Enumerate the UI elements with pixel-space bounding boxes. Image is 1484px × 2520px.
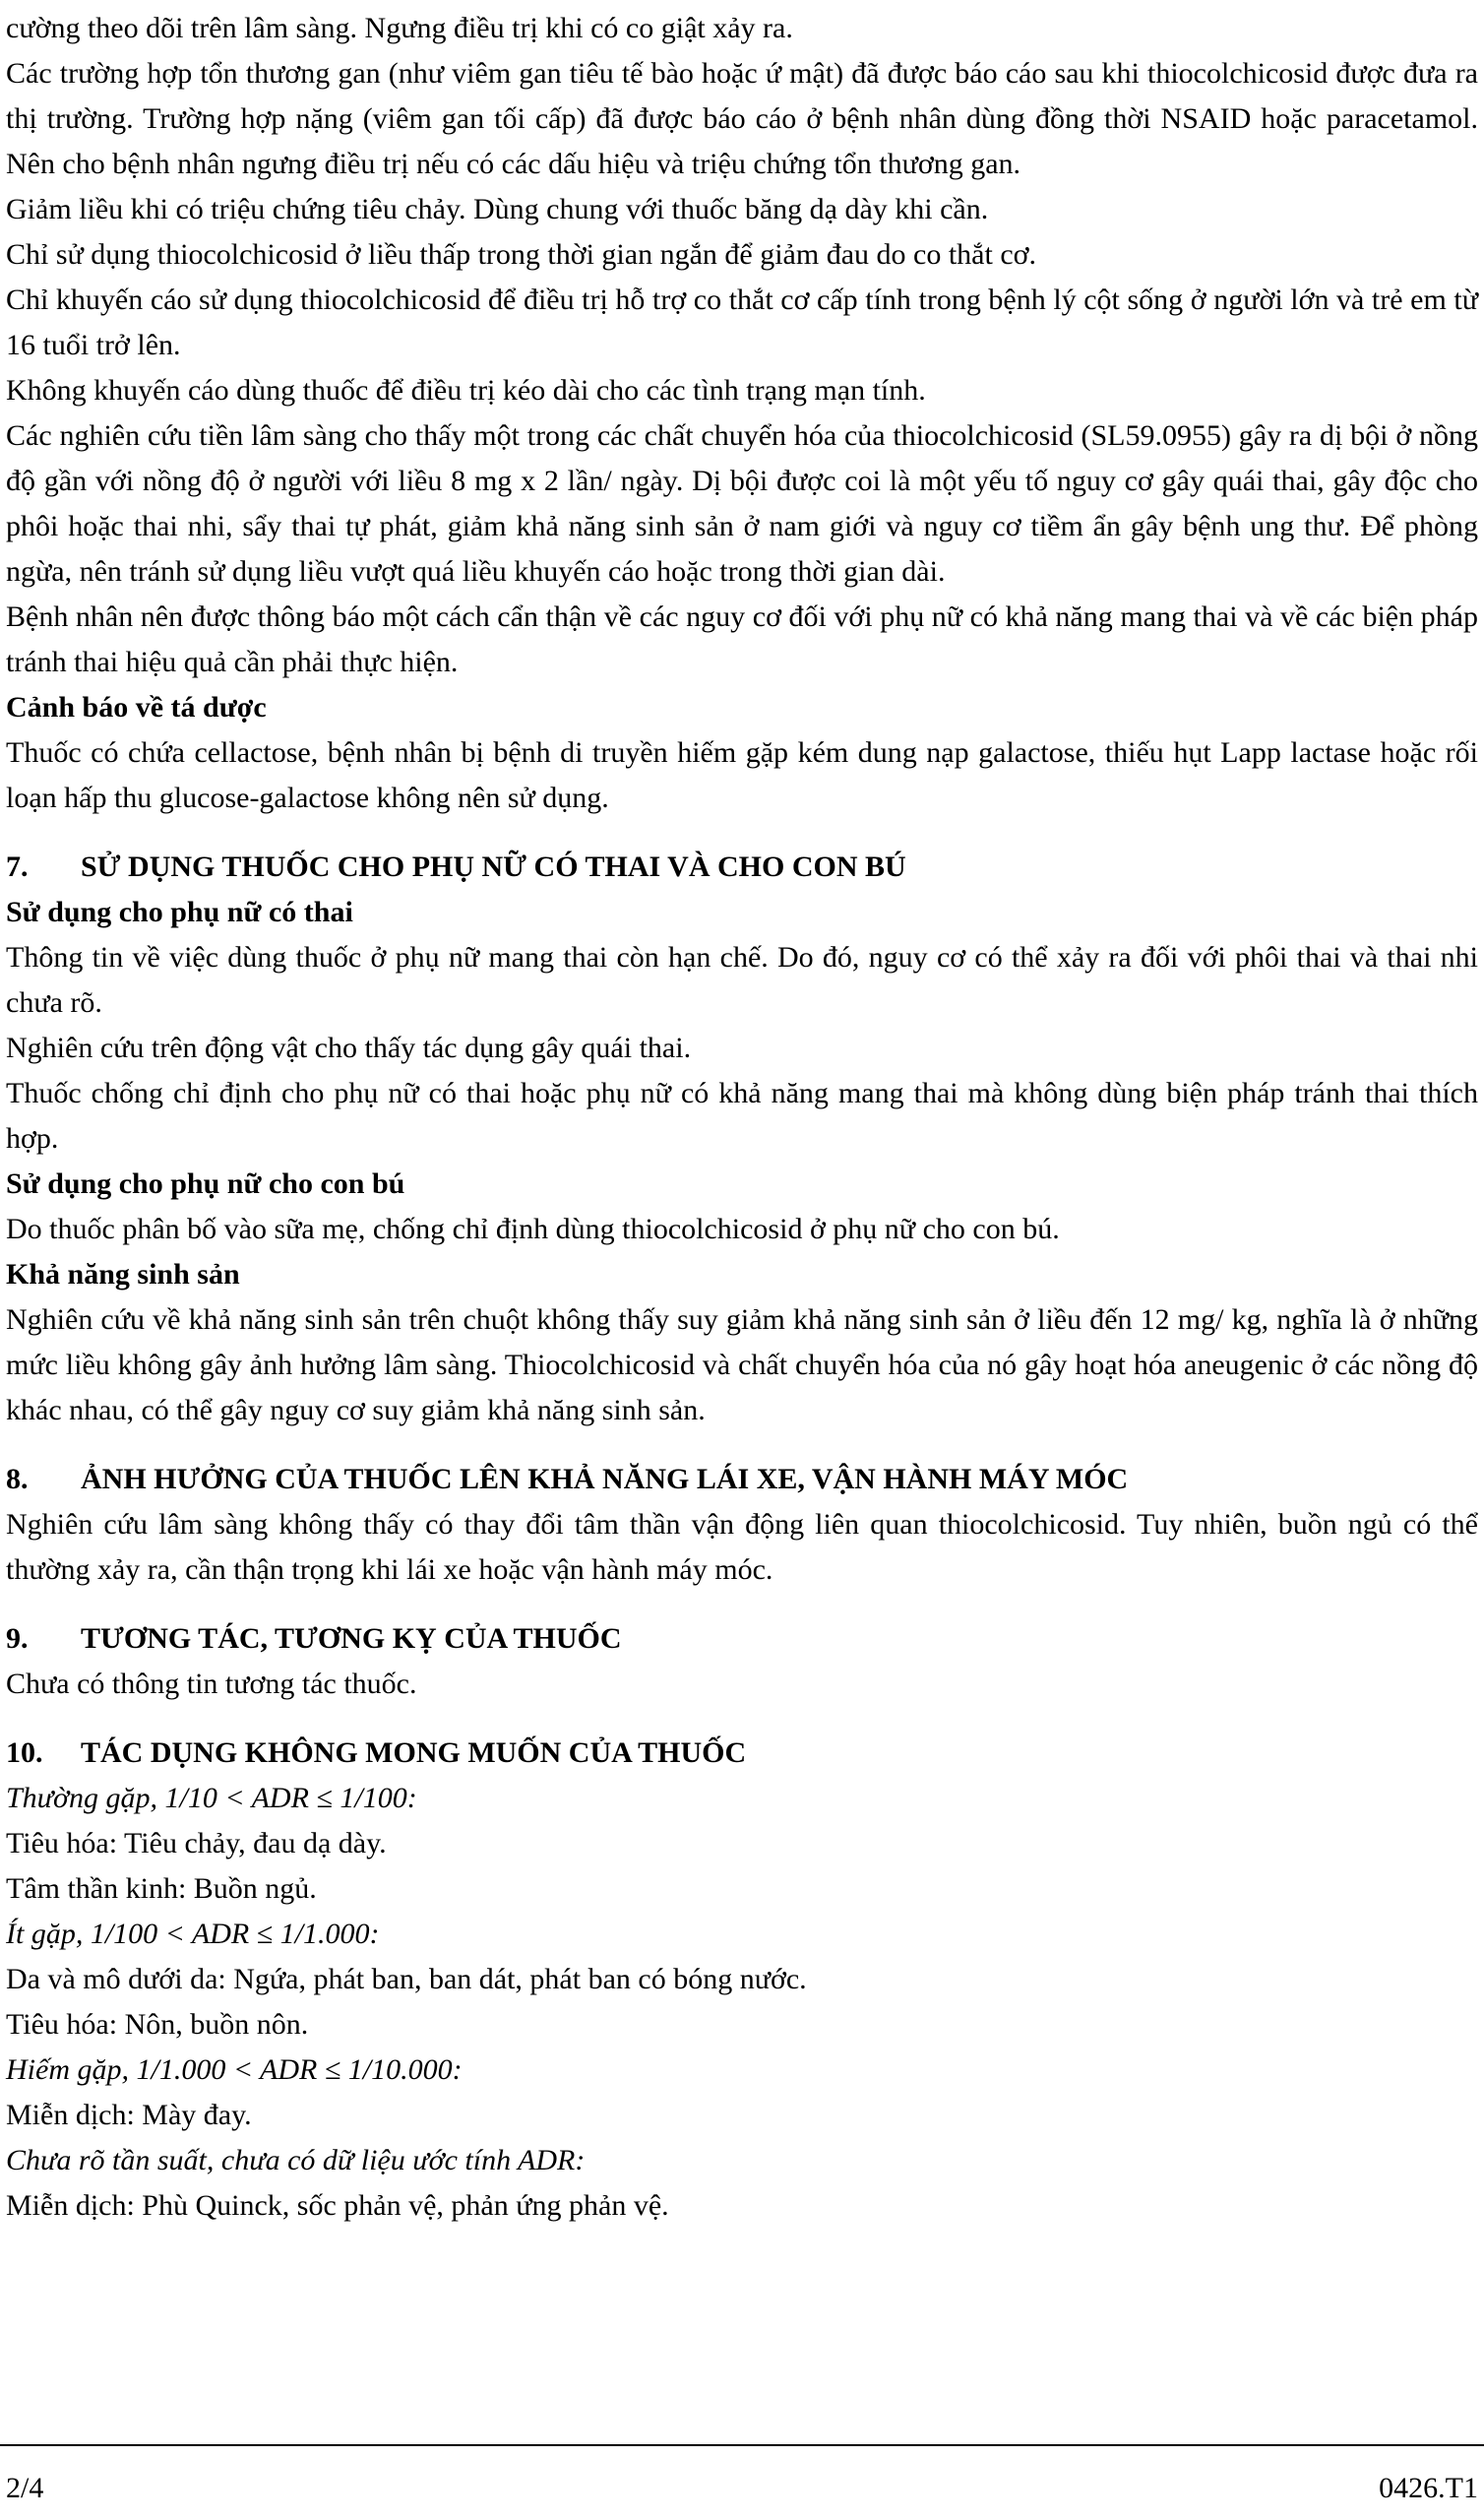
lactation-paragraph: Do thuốc phân bố vào sữa mẹ, chống chỉ định dùng thiocolchicosid ở phụ nữ cho con bú. xyxy=(6,1213,1060,1245)
section-title: TƯƠNG TÁC, TƯƠNG KỴ CỦA THUỐC xyxy=(81,1622,622,1655)
section-number: 7. xyxy=(6,850,29,883)
section-number: 10. xyxy=(6,1736,43,1769)
fertility-paragraph: Nghiên cứu về khả năng sinh sản trên chuột không thấy suy giảm khả năng sinh sản ở liều đến 12 mg/ kg, nghĩa là ở những mức liều không gây ảnh hưởng lâm sàng. Thiocolchicosid và chất chuyển hóa của nó gây hoạt hóa aneugenic ở các nồng độ khác nhau, có thể gây nguy cơ suy giảm khả năng sinh sản. xyxy=(6,1303,1478,1426)
warning-paragraph: Các trường hợp tổn thương gan (như viêm gan tiêu tế bào hoặc ứ mật) đã được báo cáo sau khi thiocolchicosid được đưa ra thị trường. Trường hợp nặng (viêm gan tối cấp) đã được báo cáo ở bệnh nhân dùng đồng thời NSAID hoặc paracetamol. Nên cho bệnh nhân ngưng điều trị nếu có các dấu hiệu và triệu chứng tổn thương gan. xyxy=(6,57,1478,180)
frequency-label-common: Thường gặp, 1/10 < ADR ≤ 1/100: xyxy=(6,1782,417,1814)
pregnancy-paragraph: Thông tin về việc dùng thuốc ở phụ nữ mang thai còn hạn chế. Do đó, nguy cơ có thể xảy ra đối với phôi thai và thai nhi chưa rõ. xyxy=(6,941,1478,1019)
frequency-label-uncommon: Ít gặp, 1/100 < ADR ≤ 1/1.000: xyxy=(6,1918,380,1950)
fertility-heading: Khả năng sinh sản xyxy=(6,1258,240,1291)
section-9-heading xyxy=(6,1616,1478,1662)
excipient-paragraph: Thuốc có chứa cellactose, bệnh nhân bị bệnh di truyền hiếm gặp kém dung nạp galactose, thiếu hụt Lapp lactase hoặc rối loạn hấp thu glucose-galactose không nên sử dụng. xyxy=(6,736,1478,814)
pregnancy-paragraph: Nghiên cứu trên động vật cho thấy tác dụng gây quái thai. xyxy=(6,1032,692,1064)
adr-item: Tiêu hóa: Tiêu chảy, đau dạ dày. xyxy=(6,1827,387,1859)
section-title: TÁC DỤNG KHÔNG MONG MUỐN CỦA THUỐC xyxy=(81,1736,747,1769)
frequency-label-rare: Hiếm gặp, 1/1.000 < ADR ≤ 1/10.000: xyxy=(6,2053,463,2086)
lactation-heading: Sử dụng cho phụ nữ cho con bú xyxy=(6,1167,405,1200)
section-title: SỬ DỤNG THUỐC CHO PHỤ NỮ CÓ THAI VÀ CHO CON BÚ xyxy=(81,850,906,883)
warning-paragraph: Các nghiên cứu tiền lâm sàng cho thấy một trong các chất chuyển hóa của thiocolchicosid (SL59.0955) gây ra dị bội ở nồng độ gần với nồng độ ở người với liều 8 mg x 2 lần/ ngày. Dị bội được coi là một yếu tố nguy cơ gây quái thai, gây độc cho phôi hoặc thai nhi, sẩy thai tự phát, giảm khả năng sinh sản ở nam giới và nguy cơ tiềm ẩn gây bệnh ung thư. Để phòng ngừa, nên tránh sử dụng liều vượt quá liều khuyến cáo hoặc trong thời gian dài. xyxy=(6,419,1478,588)
warning-paragraph: Chỉ khuyến cáo sử dụng thiocolchicosid để điều trị hỗ trợ co thắt cơ cấp tính trong bệnh lý cột sống ở người lớn và trẻ em từ 16 tuổi trở lên. xyxy=(6,284,1478,361)
document-body xyxy=(6,6,1478,2229)
frequency-label-unknown: Chưa rõ tần suất, chưa có dữ liệu ước tính ADR: xyxy=(6,2144,586,2176)
section-8-heading xyxy=(6,1457,1478,1502)
excipient-heading: Cảnh báo về tá dược xyxy=(6,691,267,724)
section-10-heading xyxy=(6,1731,1478,1776)
section-number: 8. xyxy=(6,1463,29,1495)
warning-paragraph: Bệnh nhân nên được thông báo một cách cẩn thận về các nguy cơ đối với phụ nữ có khả năng mang thai và về các biện pháp tránh thai hiệu quả cần phải thực hiện. xyxy=(6,600,1478,678)
warning-paragraph: Giảm liều khi có triệu chứng tiêu chảy. Dùng chung với thuốc băng dạ dày khi cần. xyxy=(6,193,989,225)
warning-paragraph: cường theo dõi trên lâm sàng. Ngưng điều trị khi có co giật xảy ra. xyxy=(6,12,793,44)
warning-paragraph: Chỉ sử dụng thiocolchicosid ở liều thấp trong thời gian ngắn để giảm đau do co thắt cơ. xyxy=(6,238,1036,271)
section-number: 9. xyxy=(6,1622,29,1655)
driving-paragraph: Nghiên cứu lâm sàng không thấy có thay đổi tâm thần vận động liên quan thiocolchicosid. Tuy nhiên, buồn ngủ có thể thường xảy ra, cần thận trọng khi lái xe hoặc vận hành máy móc. xyxy=(6,1508,1478,1586)
pregnancy-heading: Sử dụng cho phụ nữ có thai xyxy=(6,896,353,928)
adr-item: Miễn dịch: Phù Quinck, sốc phản vệ, phản ứng phản vệ. xyxy=(6,2189,669,2222)
section-7-heading xyxy=(6,845,1478,890)
document-code: 0426.T1 xyxy=(1379,2472,1478,2504)
adr-item: Da và mô dưới da: Ngứa, phát ban, ban dát, phát ban có bóng nước. xyxy=(6,1963,807,1995)
adr-item: Tâm thần kinh: Buồn ngủ. xyxy=(6,1872,317,1905)
footer-divider xyxy=(0,2444,1484,2446)
section-title: ẢNH HƯỞNG CỦA THUỐC LÊN KHẢ NĂNG LÁI XE, VẬN HÀNH MÁY MÓC xyxy=(81,1463,1129,1495)
warning-paragraph: Không khuyến cáo dùng thuốc để điều trị kéo dài cho các tình trạng mạn tính. xyxy=(6,374,926,407)
adr-item: Tiêu hóa: Nôn, buồn nôn. xyxy=(6,2008,309,2041)
interaction-paragraph: Chưa có thông tin tương tác thuốc. xyxy=(6,1668,417,1700)
pregnancy-paragraph: Thuốc chống chỉ định cho phụ nữ có thai hoặc phụ nữ có khả năng mang thai mà không dùng biện pháp tránh thai thích hợp. xyxy=(6,1077,1478,1155)
adr-item: Miễn dịch: Mày đay. xyxy=(6,2099,252,2131)
page-number: 2/4 xyxy=(6,2472,44,2504)
